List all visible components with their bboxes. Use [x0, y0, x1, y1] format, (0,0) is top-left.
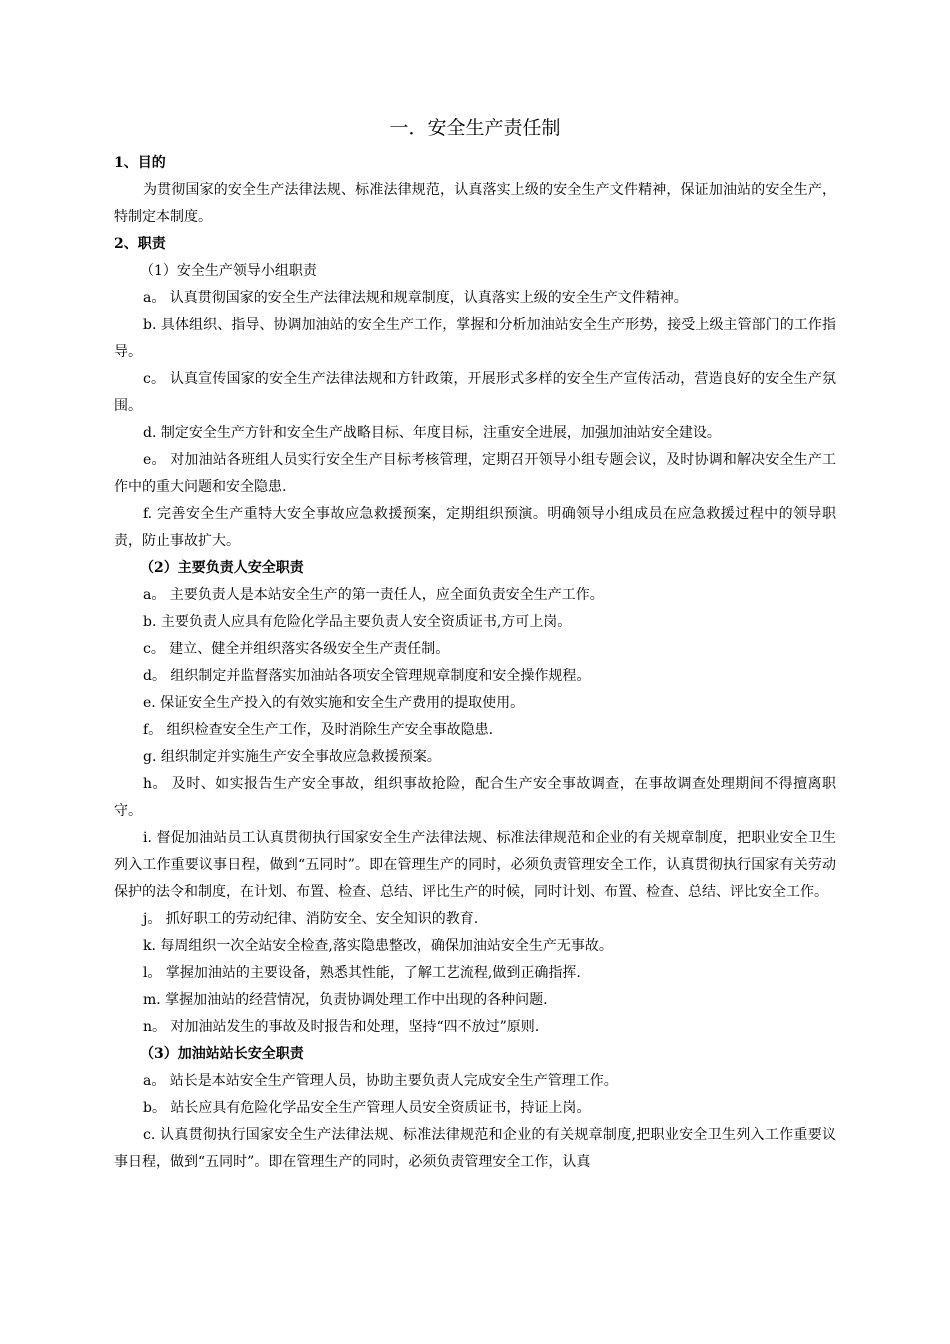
list-item: a。 主要负责人是本站安全生产的第一责任人，应全面负责安全生产工作。: [143, 587, 604, 603]
list-item: i. 督促加油站员工认真贯彻执行国家安全生产法律法规、标准法律规范和企业的有关规章制度，把职业安全卫生列入工作重要议事日程，做到“五同时”。即在管理生产的同时，必须负责管理安全工作，认真贯彻执行国家有关劳动保护的法令和制度，在计划、布置、检查、总结、评比生产的时候，同时计划、布置、检查、总结、评比安全工作。: [114, 830, 836, 900]
list-item: a。 认真贯彻国家的安全生产法律法规和规章制度，认真落实上级的安全生产文件精神。: [143, 290, 688, 306]
list-item: b. 具体组织、指导、协调加油站的安全生产工作，掌握和分析加油站安全生产形势，接受上级主管部门的工作指导。: [114, 317, 836, 360]
list-item: a。 站长是本站安全生产管理人员，协助主要负责人完成安全生产管理工作。: [143, 1073, 618, 1089]
list-item: h。 及时、如实报告生产安全事故，组织事故抢险，配合生产安全事故调查，在事故调查处理期间不得擅离职守。: [114, 776, 836, 819]
list-item: g. 组织制定并实施生产安全事故应急救援预案。: [143, 749, 441, 765]
list-item: m. 掌握加油站的经营情况，负责协调处理工作中出现的各种问题.: [143, 992, 548, 1008]
list-item: c。 认真宣传国家的安全生产法律法规和方针政策，开展形式多样的安全生产宣传活动，营造良好的安全生产氛围。: [114, 371, 836, 414]
section-heading-duties: 2、职责: [114, 236, 166, 252]
list-item: c. 认真贯彻执行国家安全生产法律法规、标准法律规范和企业的有关规章制度,把职业安全卫生列入工作重要议事日程，做到“五同时”。即在管理生产的同时，必须负责管理安全工作，认真: [114, 1127, 836, 1170]
subsection-heading-principal: [114, 555, 836, 582]
list-item: f. 完善安全生产重特大安全事故应急救援预案，定期组织预演。明确领导小组成员在应急救援过程中的领导职责，防止事故扩大。: [114, 506, 836, 549]
list-item: b. 主要负责人应具有危险化学品主要负责人安全资质证书,方可上岗。: [143, 614, 572, 630]
section-heading-purpose: 1、目的: [114, 155, 166, 171]
list-item: k. 每周组织一次全站安全检查,落实隐患整改，确保加油站安全生产无事故。: [143, 938, 613, 954]
subsection-heading-leadership-group: （1）安全生产领导小组职责: [140, 263, 317, 279]
list-item: d。 组织制定并监督落实加油站各项安全管理规章制度和安全操作规程。: [143, 668, 591, 684]
document-title: 一．安全生产责任制: [389, 117, 561, 139]
subsection-heading-principal-text: （2）主要负责人安全职责: [140, 560, 304, 576]
list-item: e. 保证安全生产投入的有效实施和安全生产费用的提取使用。: [143, 695, 525, 711]
list-item: e。 对加油站各班组人员实行安全生产目标考核管理，定期召开领导小组专题会议，及时协调和解决安全生产工作中的重大问题和安全隐患.: [114, 452, 836, 495]
list-item: c。 建立、健全并组织落实各级安全生产责任制。: [143, 641, 450, 657]
list-item: n。 对加油站发生的事故及时报告和处理，坚持“四不放过”原则.: [143, 1019, 540, 1035]
list-item: b。 站长应具有危险化学品安全生产管理人员安全资质证书，持证上岗。: [143, 1100, 591, 1116]
list-item: d. 制定安全生产方针和安全生产战略目标、年度目标，注重安全进展，加强加油站安全建设。: [143, 425, 721, 441]
subsection-heading-station-manager-text: （3）加油站站长安全职责: [140, 1046, 304, 1062]
list-item: f。 组织检查安全生产工作，及时消除生产安全事故隐患.: [143, 722, 494, 738]
document-body: [114, 112, 836, 1176]
purpose-paragraph: 为贯彻国家的安全生产法律法规、标准法律规范，认真落实上级的安全生产文件精神，保证加油站的安全生产，特制定本制度。: [114, 182, 836, 225]
list-item: l。 掌握加油站的主要设备，熟悉其性能，了解工艺流程,做到正确指挥.: [143, 965, 581, 981]
list-item: j。 抓好职工的劳动纪律、消防安全、安全知识的教育.: [143, 911, 479, 927]
subsection-heading-station-manager: [114, 1041, 836, 1068]
